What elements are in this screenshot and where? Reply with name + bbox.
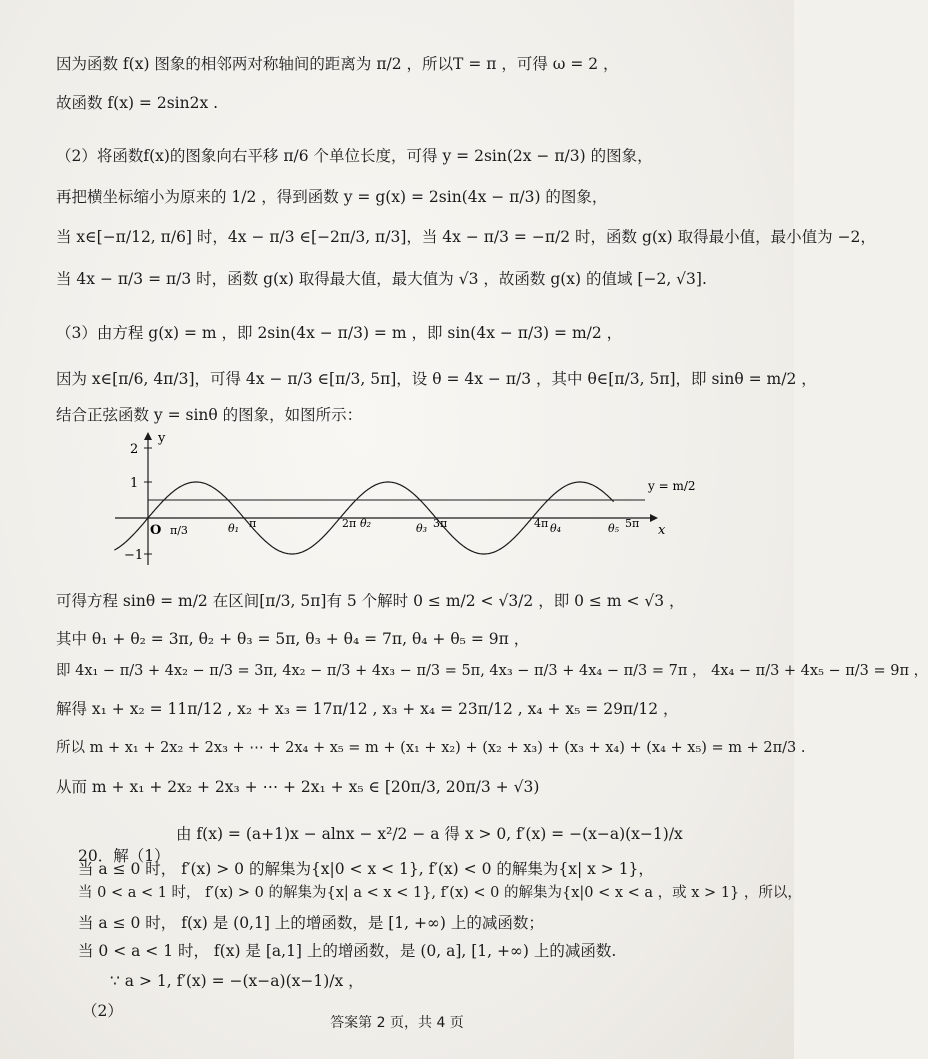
x-label-theta3: θ₃ bbox=[416, 522, 428, 535]
x-label-pi-over-3: π/3 bbox=[170, 524, 188, 537]
text-line-17: 20．解（1） bbox=[78, 847, 170, 865]
text-line-6: 当 4x − π/3 = π/3 时，函数 g(x) 取得最大值，最大值为 √3 ，故函数 g(x) 的值域 [−2, √3]. bbox=[56, 270, 707, 288]
text-line-9: 结合正弦函数 y = sinθ 的图象，如图所示： bbox=[56, 406, 363, 424]
x-label-5pi: 5π bbox=[625, 517, 640, 530]
y-axis-label: y bbox=[158, 431, 166, 446]
x-label-theta5: θ₅ bbox=[608, 522, 620, 535]
x-label-theta1: θ₁ bbox=[228, 522, 240, 535]
text-line-7: （3）由方程 g(x) = m ，即 2sin(4x − π/3) = m ，即 sin(4x − π/3) = m/2 ， bbox=[56, 324, 623, 342]
text-line-16: 由 f(x) = (a+1)x − alnx − x²/2 − a 得 x > 0, f′(x) = −(x−a)(x−1)/x bbox=[176, 825, 683, 843]
y-axis-arrow bbox=[144, 432, 152, 440]
text-line-13: 解得 x₁ + x₂ = 11π/12 , x₂ + x₃ = 17π/12 , x₃ + x₄ = 23π/12 , x₄ + x₅ = 29π/12 ， bbox=[56, 700, 679, 718]
text-line-2: 故函数 f(x) = 2sin2x . bbox=[56, 94, 219, 112]
x-axis-label: x bbox=[658, 523, 666, 538]
x-label-4pi: 4π bbox=[534, 517, 549, 530]
x-label-pi: π bbox=[249, 517, 257, 530]
text-line-5: 当 x∈[−π/12, π/6] 时，4x − π/3 ∈[−2π/3, π/3]，当 4x − π/3 = −π/2 时，函数 g(x) 取得最小值，最小值为 −2， bbox=[56, 228, 876, 246]
x-label-2pi: 2π bbox=[342, 517, 357, 530]
page-footer: 答案第 2 页，共 4 页 bbox=[330, 1015, 464, 1031]
text-line-8: 因为 x∈[π/6, 4π/3]，可得 4x − π/3 ∈[π/3, 5π]，设 θ = 4x − π/3 ，其中 θ∈[π/3, 5π]，即 sinθ = m/2 ， bbox=[56, 370, 817, 388]
text-line-22: ∵ a > 1, f′(x) = −(x−a)(x−1)/x ， bbox=[110, 972, 364, 990]
x-axis-arrow bbox=[650, 514, 658, 522]
y-tick-label-neg1: −1 bbox=[124, 548, 144, 563]
x-label-3pi: 3π bbox=[433, 517, 448, 530]
origin-label: O bbox=[150, 523, 162, 538]
text-line-23: （2） bbox=[82, 1002, 123, 1020]
text-line-10: 可得方程 sinθ = m/2 在区间[π/3, 5π]有 5 个解时 0 ≤ m/2 < √3/2 ，即 0 ≤ m < √3 ， bbox=[56, 592, 685, 610]
text-line-20: 当 a ≤ 0 时， f(x) 是 (0,1] 上的增函数，是 [1, +∞) 上的减函数； bbox=[78, 914, 544, 932]
text-line-3: （2）将函数f(x)的图象向右平移 π/6 个单位长度，可得 y = 2sin(2x − π/3) 的图象， bbox=[56, 147, 653, 165]
text-line-15: 从而 m + x₁ + 2x₂ + 2x₃ + ⋯ + 2x₁ + x₅ ∈ [20π/3, 20π/3 + √3) bbox=[56, 778, 540, 796]
text-line-18: 当 a ≤ 0 时， f′(x) > 0 的解集为{x|0 < x < 1}, f′(x) < 0 的解集为{x| x > 1}， bbox=[78, 860, 654, 878]
text-line-19: 当 0 < a < 1 时， f′(x) > 0 的解集为{x| a < x < 1}, f′(x) < 0 的解集为{x|0 < x < a ，或 x > 1} ，所以， bbox=[78, 885, 802, 901]
text-line-12: 即 4x₁ − π/3 + 4x₂ − π/3 = 3π, 4x₂ − π/3 + 4x₃ − π/3 = 5π, 4x₃ − π/3 + 4x₄ − π/3 = 7π ， 4x₄ − π/3 + 4x₅ − π/3 = 9π ， bbox=[56, 663, 928, 679]
y-tick-label-2: 2 bbox=[130, 442, 139, 457]
x-label-theta2: θ₂ bbox=[360, 517, 372, 530]
sine-graph bbox=[110, 430, 696, 570]
m-half-line-label: y = m/2 bbox=[648, 479, 696, 493]
y-tick-label-1: 1 bbox=[130, 476, 139, 491]
text-line-11: 其中 θ₁ + θ₂ = 3π, θ₂ + θ₃ = 5π, θ₃ + θ₄ = 7π, θ₄ + θ₅ = 9π ， bbox=[56, 630, 530, 648]
text-line-4: 再把横坐标缩小为原来的 1/2 ，得到函数 y = g(x) = 2sin(4x − π/3) 的图象， bbox=[56, 188, 608, 206]
text-line-1: 因为函数 f(x) 图象的相邻两对称轴间的距离为 π/2 ，所以T = π ，可得 ω = 2 ， bbox=[56, 55, 619, 73]
text-line-14: 所以 m + x₁ + 2x₂ + 2x₃ + ⋯ + 2x₄ + x₅ = m + (x₁ + x₂) + (x₂ + x₃) + (x₃ + x₄) + (x₄ + x₅) = m + 2π/3 . bbox=[56, 740, 806, 756]
x-label-theta4: θ₄ bbox=[550, 522, 562, 535]
text-line-21: 当 0 < a < 1 时， f(x) 是 [a,1] 上的增函数，是 (0, a], [1, +∞) 上的减函数. bbox=[78, 942, 617, 960]
